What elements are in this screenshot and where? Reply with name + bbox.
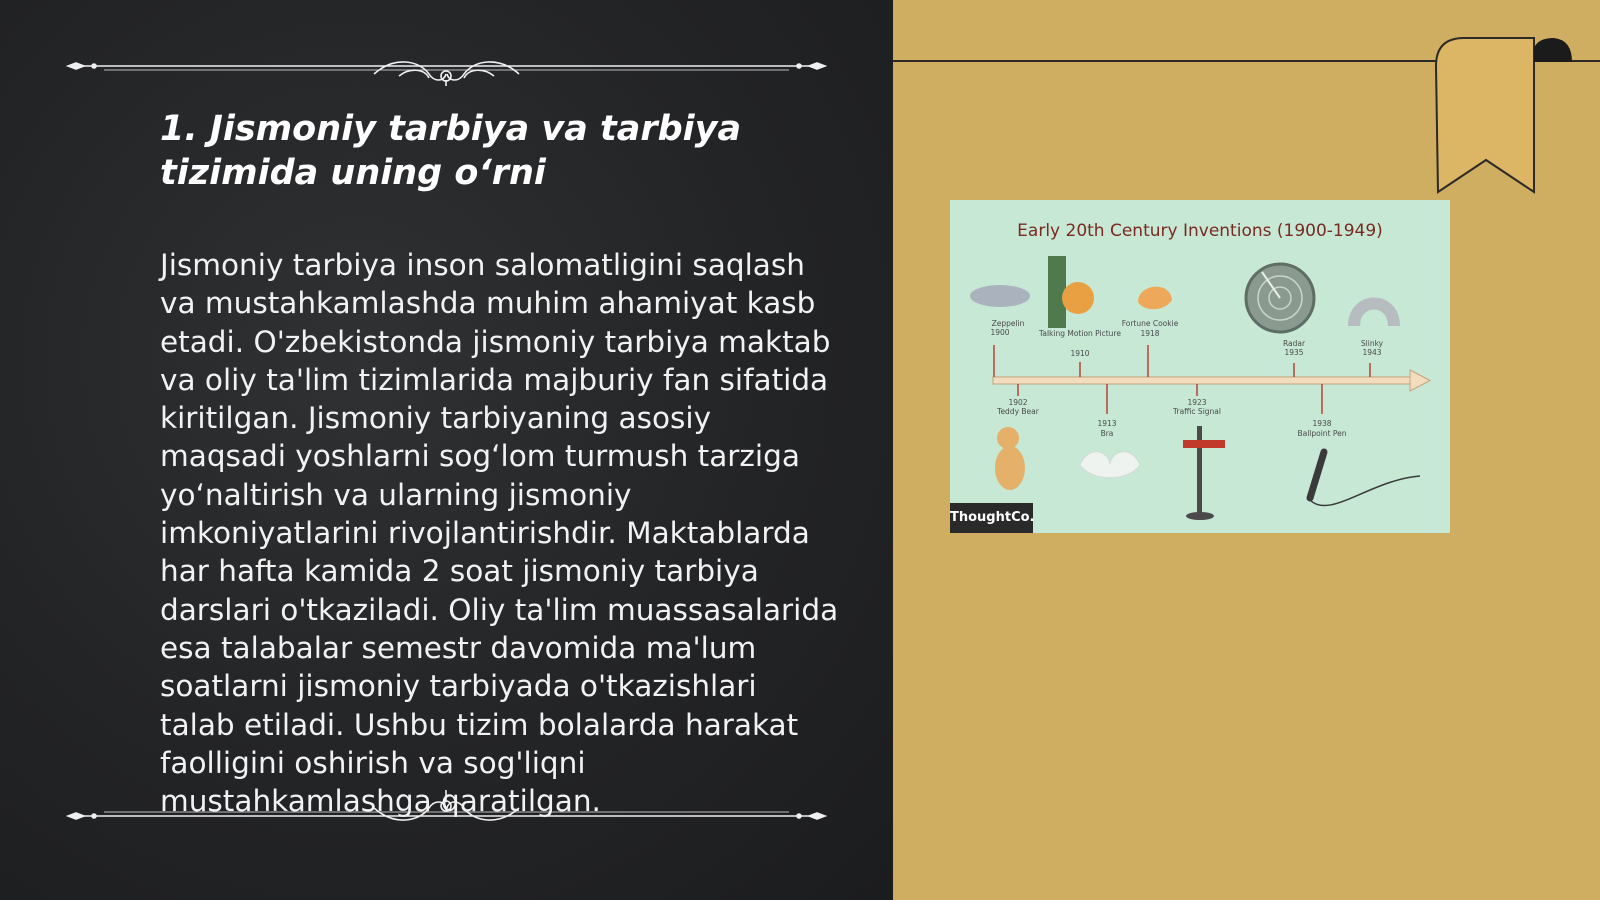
zeppelin-icon bbox=[970, 285, 1030, 307]
bookmark-ribbon-icon bbox=[1434, 36, 1574, 196]
infographic-title: Early 20th Century Inventions (1900-1949) bbox=[1017, 221, 1383, 241]
event-label: Radar bbox=[1282, 339, 1306, 348]
event-year: 1943 bbox=[1362, 348, 1382, 357]
slide-title: 1. Jismoniy tarbiya va tarbiya tizimida uning o‘rni bbox=[160, 109, 742, 193]
event-year: 1913 bbox=[1097, 419, 1117, 428]
ballpoint-pen-icon bbox=[1310, 452, 1420, 506]
event-label: Traffic Signal bbox=[1173, 407, 1221, 416]
event-year: 1923 bbox=[1187, 398, 1207, 407]
inventions-timeline-image bbox=[950, 200, 1450, 533]
timeline-graphic bbox=[950, 200, 1450, 533]
event-label: Bra bbox=[1100, 429, 1114, 438]
event-year: 1935 bbox=[1284, 348, 1304, 357]
slide-body-text: Jismoniy tarbiya inson salomatligini saqlash va mustahkamlashda muhim ahamiyat kasb etadi. O'zbekistonda jismoniy tarbiya maktab va oliy ta'lim tizimlarida majburiy fan sifatida kiritilgan. Jismoniy tarbiyaning asosiy maqsadi yoshlarni sog‘lom turmush tarziga yo‘naltirish va ularning jismoniy imkoniyatlarini rivojlantirishdir. Maktablarda har hafta kamida 2 soat jismoniy tarbiya darslari o'tkaziladi. Oliy ta'lim muassasalarida esa talabalar semestr davomida ma'lum soatlarni jismoniy tarbiyada o'tkazishlari talab etiladi. Ushbu tizim bolalarda harakat faolligini oshirish va sog'liqni mustahkamlashga qaratilgan. bbox=[160, 248, 839, 819]
event-label: Ballpoint Pen bbox=[1297, 429, 1347, 438]
event-label: Teddy Bear bbox=[997, 407, 1039, 416]
event-label: Talking Motion Picture bbox=[1039, 329, 1121, 338]
event-label: Slinky bbox=[1360, 339, 1384, 348]
event-year: 1910 bbox=[1070, 349, 1090, 358]
fortune-cookie-icon bbox=[1138, 287, 1172, 310]
event-year: 1900 bbox=[990, 328, 1010, 337]
bra-icon bbox=[1080, 452, 1140, 478]
timeline-ticks-below bbox=[1018, 384, 1322, 414]
film-reel-icon bbox=[1062, 282, 1094, 314]
event-year: 1938 bbox=[1312, 419, 1332, 428]
timeline-ticks-above bbox=[994, 345, 1370, 377]
ornamental-divider-bottom bbox=[64, 790, 829, 830]
event-label: Fortune Cookie bbox=[1121, 319, 1179, 328]
thoughtco-logo: ThoughtCo. bbox=[950, 503, 1033, 533]
event-label: Zeppelin bbox=[991, 319, 1025, 328]
timeline-bar bbox=[993, 377, 1413, 384]
traffic-signal-icon bbox=[1183, 426, 1225, 520]
slinky-icon bbox=[1354, 304, 1394, 327]
ornamental-divider-top bbox=[64, 46, 829, 86]
event-year: 1902 bbox=[1008, 398, 1028, 407]
event-year: 1918 bbox=[1140, 329, 1160, 338]
timeline-arrowhead bbox=[1410, 370, 1430, 391]
teddy-bear-icon bbox=[995, 427, 1025, 490]
